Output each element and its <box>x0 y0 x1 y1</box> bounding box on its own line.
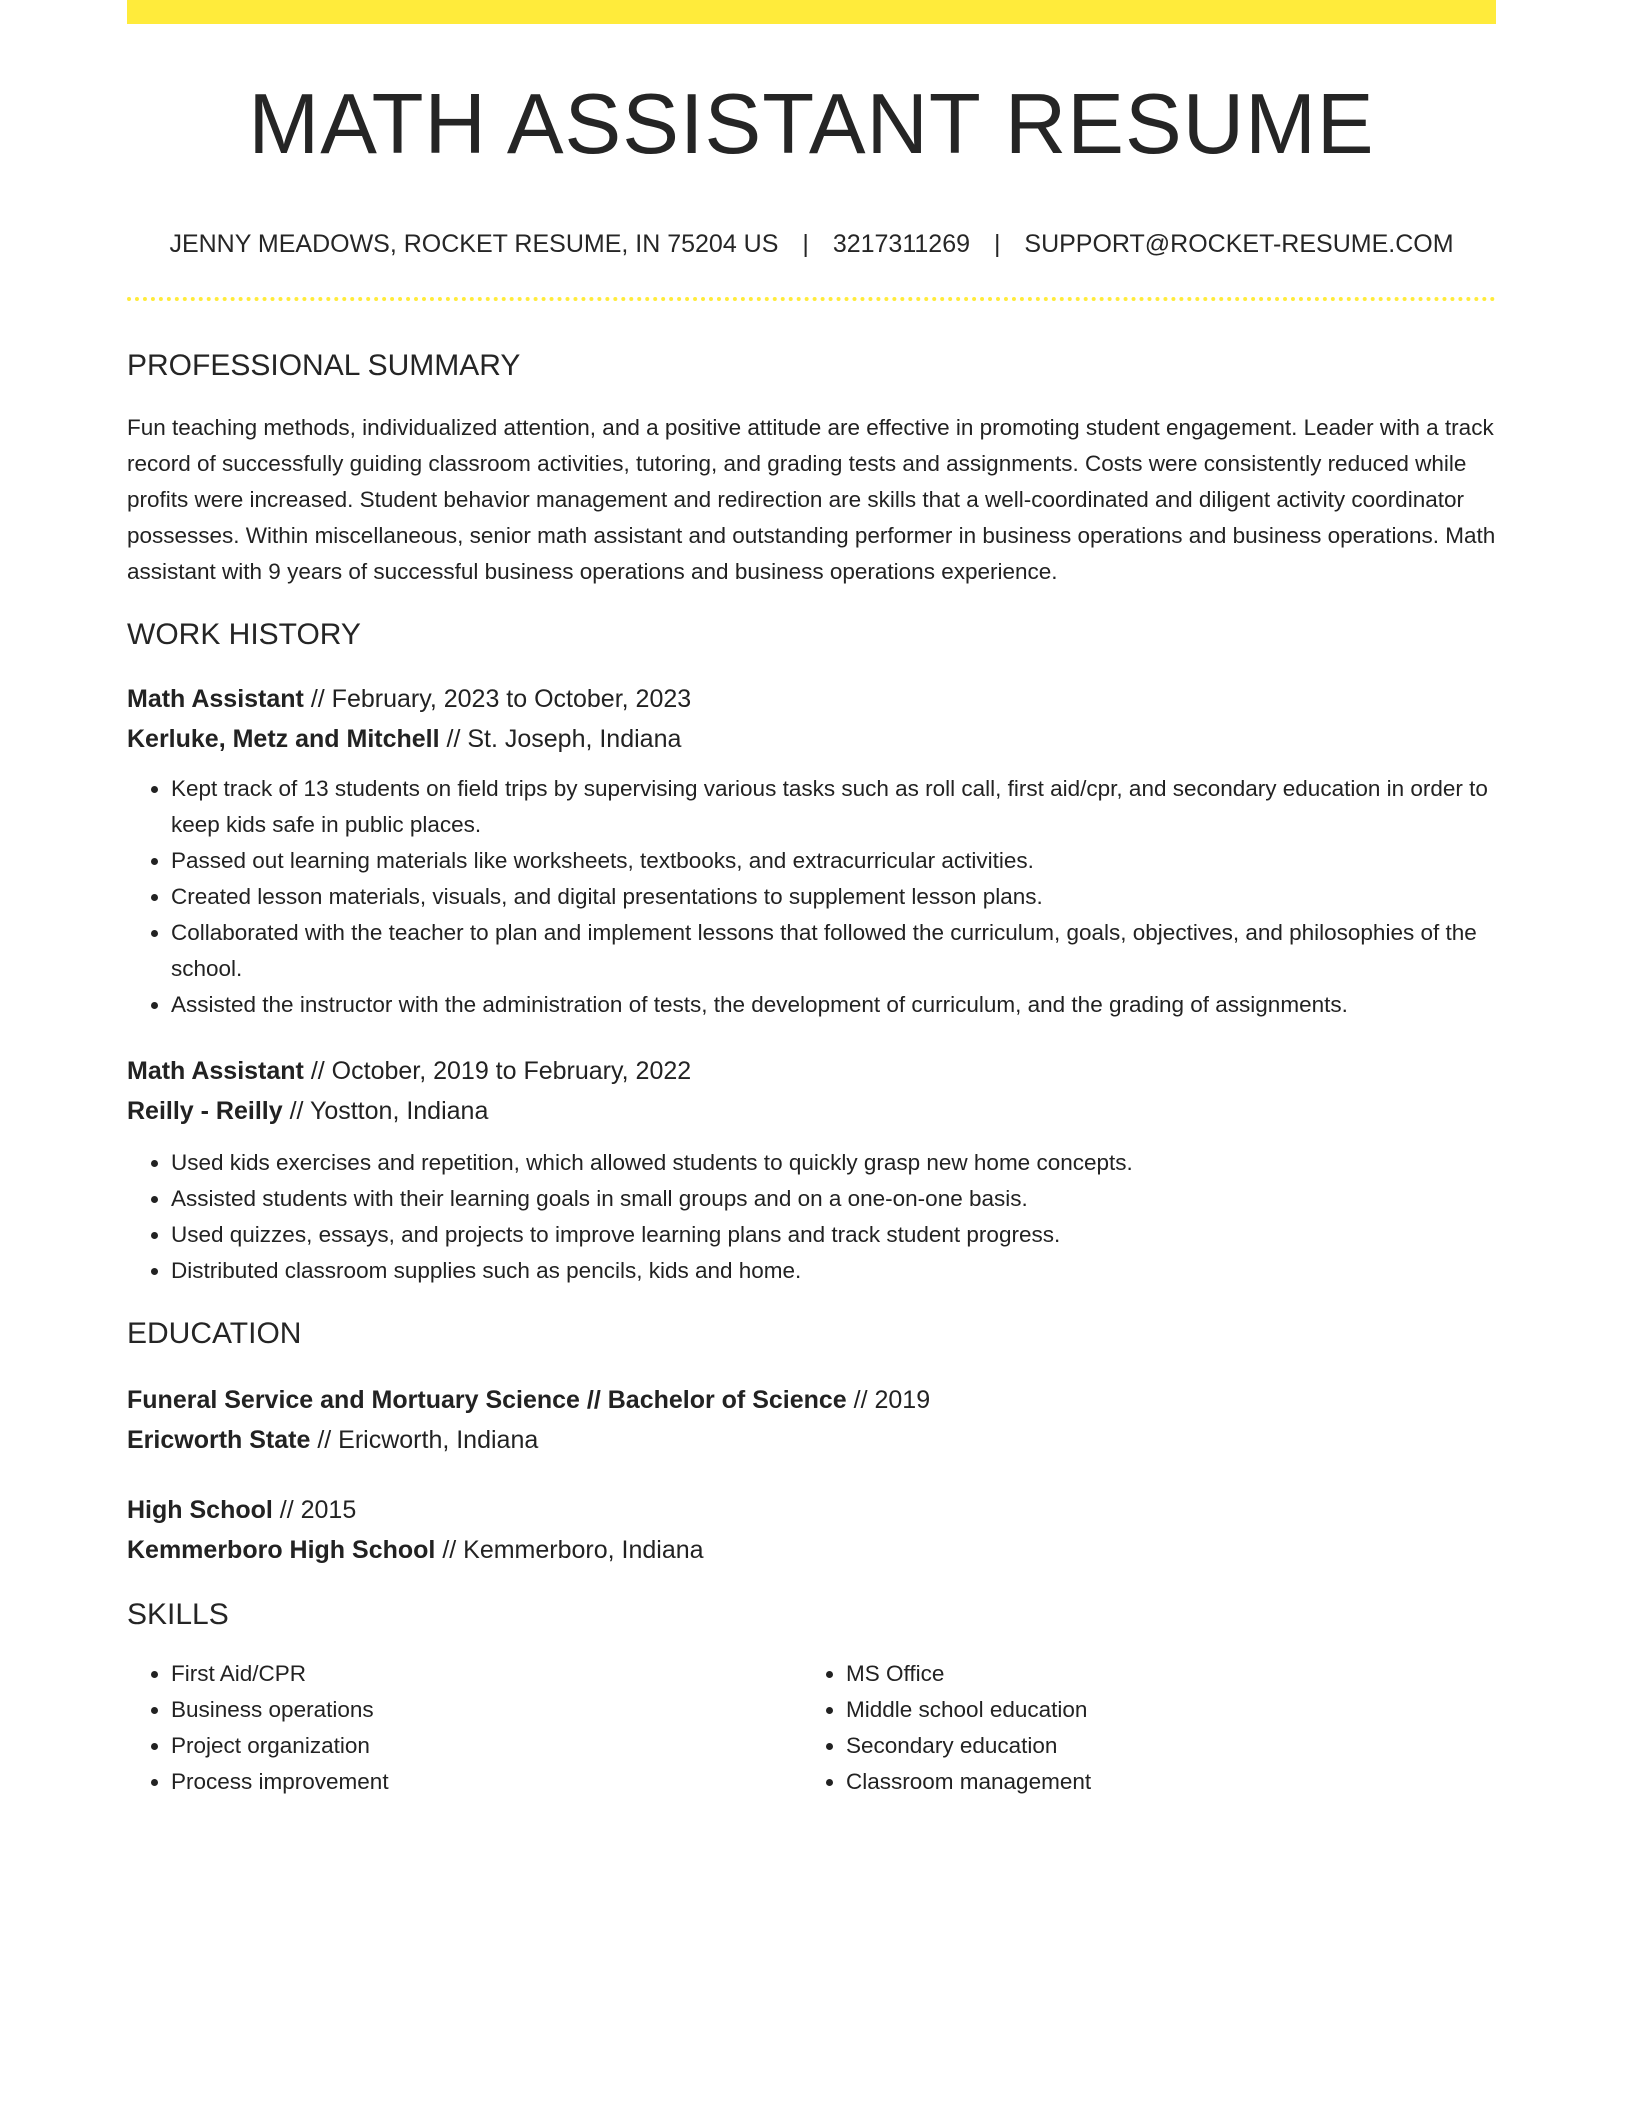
job-dates: // February, 2023 to October, 2023 <box>303 685 692 713</box>
contact-separator: | <box>993 230 1001 258</box>
dotted-divider <box>127 297 1496 301</box>
job-bullet: • Used kids exercises and repetition, which allowed students to quickly grasp new home concepts. <box>171 1145 1496 1181</box>
job-bullet-list <box>127 1145 1496 1289</box>
job-bullet: • Assisted the instructor with the administration of tests, the development of curriculum, and the grading of assignments. <box>171 987 1496 1023</box>
summary-text: Fun teaching methods, individualized attention, and a positive attitude are effective in promoting student engagement. Leader with a track record of successfully guiding classroom activities, tutoring, and grading tests and assignments. Costs were consistently reduced while profits were increased. Student behavior management and redirection are skills that a well-coordinated and diligent activity coordinator possesses. Within miscellaneous, senior math assistant and outstanding performer in business operations and business operations. Math assistant with 9 years of successful business operations and business operations experience. <box>127 415 1496 584</box>
education-degree: High School <box>127 1496 273 1524</box>
education-school: Ericworth State <box>127 1426 311 1454</box>
contact-separator: | <box>802 230 809 258</box>
job-bullet: • Kept track of 13 students on field trips by supervising various tasks such as roll call, first aid/cpr, and secondary education in order to keep kids safe in public places. <box>171 771 1496 843</box>
work-history-heading: WORK HISTORY <box>127 618 361 651</box>
job-location: // Yostton, Indiana <box>282 1097 489 1125</box>
job-bullet-list <box>127 771 1496 1023</box>
education-school-line <box>127 1530 1496 1570</box>
job-employer: Reilly - Reilly <box>127 1097 283 1125</box>
education-school: Kemmerboro High School <box>127 1536 436 1564</box>
job-title-line <box>127 1051 1496 1091</box>
resume-title: MATH ASSISTANT RESUME <box>248 77 1375 172</box>
skills-column-right <box>802 1656 1477 1800</box>
job-employer: Kerluke, Metz and Mitchell <box>127 725 440 753</box>
job-bullet: • Collaborated with the teacher to plan and implement lessons that followed the curriculum, goals, objectives, and philosophies of the school. <box>171 915 1496 987</box>
skill-item: • Process improvement <box>171 1764 802 1800</box>
resume-page <box>127 0 1496 1800</box>
education-entry <box>127 1380 1496 1460</box>
job-bullet: • Created lesson materials, visuals, and digital presentations to supplement lesson plans. <box>171 879 1496 915</box>
job-title-line <box>127 679 1496 719</box>
contact-email: SUPPORT@ROCKET-RESUME.COM <box>1024 230 1454 258</box>
contact-line <box>127 232 1496 257</box>
skill-item: • Classroom management <box>846 1764 1477 1800</box>
skill-item: • First Aid/CPR <box>171 1656 802 1692</box>
education-degree-line <box>127 1380 1496 1420</box>
skills-grid <box>127 1656 1496 1800</box>
job-entry <box>127 679 1496 1023</box>
education-school-line <box>127 1420 1496 1460</box>
job-dates: // October, 2019 to February, 2022 <box>303 1057 692 1085</box>
education-degree-line <box>127 1490 1496 1530</box>
job-bullet: • Passed out learning materials like worksheets, textbooks, and extracurricular activities. <box>171 843 1496 879</box>
job-employer-line <box>127 719 1496 759</box>
skill-item: • Project organization <box>171 1728 802 1764</box>
skill-item: • Middle school education <box>846 1692 1477 1728</box>
skills-list <box>802 1656 1477 1800</box>
skills-list <box>127 1656 802 1800</box>
accent-top-bar <box>127 0 1496 24</box>
job-bullet: • Distributed classroom supplies such as pencils, kids and home. <box>171 1253 1496 1289</box>
job-entry <box>127 1051 1496 1289</box>
skills-column-left <box>127 1656 802 1800</box>
skills-heading: SKILLS <box>127 1598 229 1631</box>
job-title: Math Assistant <box>127 1057 304 1085</box>
education-year: // 2019 <box>846 1386 931 1414</box>
summary-heading: PROFESSIONAL SUMMARY <box>127 349 521 382</box>
education-entry <box>127 1490 1496 1570</box>
job-title: Math Assistant <box>127 685 304 713</box>
job-location: // St. Joseph, Indiana <box>439 725 682 753</box>
skill-item: • Business operations <box>171 1692 802 1728</box>
contact-phone: 3217311269 <box>832 230 970 258</box>
job-bullet: • Used quizzes, essays, and projects to improve learning plans and track student progress. <box>171 1217 1496 1253</box>
job-bullet: • Assisted students with their learning goals in small groups and on a one-on-one basis. <box>171 1181 1496 1217</box>
skill-item: • Secondary education <box>846 1728 1477 1764</box>
education-degree: Funeral Service and Mortuary Science // Bachelor of Science <box>127 1386 847 1414</box>
skill-item: • MS Office <box>846 1656 1477 1692</box>
education-year: // 2015 <box>272 1496 357 1524</box>
education-location: // Ericworth, Indiana <box>310 1426 539 1454</box>
contact-address: JENNY MEADOWS, ROCKET RESUME, IN 75204 US <box>169 230 779 258</box>
education-heading: EDUCATION <box>127 1317 302 1350</box>
education-location: // Kemmerboro, Indiana <box>435 1536 704 1564</box>
job-employer-line <box>127 1091 1496 1131</box>
